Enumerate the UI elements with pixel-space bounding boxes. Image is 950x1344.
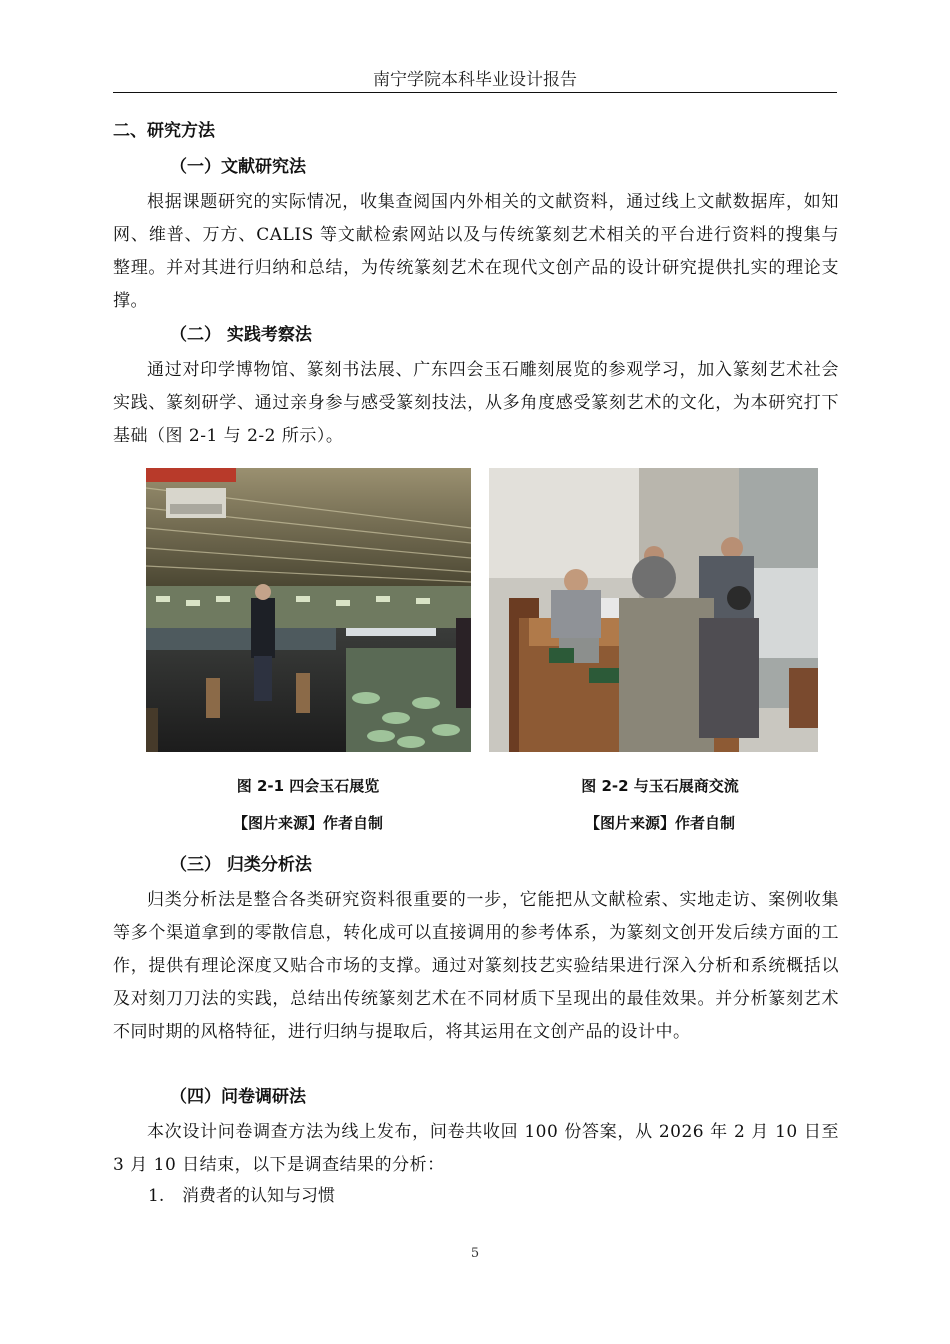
figure-caption-2-1: 图 2-1 四会玉石展览 [236, 777, 380, 795]
list-item-number: 1. [148, 1186, 165, 1206]
paragraph-literature: 根据课题研究的实际情况，收集查阅国内外相关的文献资料，通过线上文献数据库，如知网、维普、万方、CALIS 等文献检索网站以及与传统篆刻艺术相关的平台进行资料的搜集与整理。并对其进行归纳和总结，为传统篆刻艺术在现代文创产品的设计研究提供扎实的理论支撑。 [113, 192, 839, 311]
subsection-title-questionnaire: （四）问卷调研法 [170, 1087, 306, 1107]
subsection-title-literature: （一）文献研究法 [170, 157, 306, 177]
jade-dealer-photo [489, 468, 818, 752]
paragraph-practice: 通过对印学博物馆、篆刻书法展、广东四会玉石雕刻展览的参观学习，加入篆刻艺术社会实践、篆刻研学、通过亲身参与感受篆刻技法，从多角度感受篆刻艺术的文化，为本研究打下基础（图 2-1 与 2-2 所示）。 [113, 360, 839, 446]
figure-source-2-1: 【图片来源】作者自制 [232, 814, 383, 832]
header-divider [113, 92, 837, 93]
list-item-text: 消费者的认知与习惯 [182, 1186, 335, 1206]
subsection-title-practice: （二） 实践考察法 [170, 325, 312, 345]
section-title: 二、研究方法 [113, 121, 215, 141]
list-item [148, 1183, 335, 1209]
paragraph-questionnaire: 本次设计问卷调查方法为线上发布，问卷共收回 100 份答案，从 2026 年 2 月 10 日至 3 月 10 日结束，以下是调查结果的分析： [113, 1122, 839, 1175]
jade-exhibition-photo [146, 468, 471, 752]
page-header: 南宁学院本科毕业设计报告 [373, 70, 577, 90]
page-number: 5 [470, 1246, 480, 1261]
figure-source-2-2: 【图片来源】作者自制 [584, 814, 735, 832]
figure-caption-2-2: 图 2-2 与玉石展商交流 [581, 777, 739, 795]
subsection-title-classification: （三） 归类分析法 [170, 855, 312, 875]
paragraph-classification: 归类分析法是整合各类研究资料很重要的一步，它能把从文献检索、实地走访、案例收集等多个渠道拿到的零散信息，转化成可以直接调用的参考体系，为篆刻文创开发后续方面的工作，提供有理论深度又贴合市场的支撑。通过对篆刻技艺实验结果进行深入分析和系统概括以及对刻刀刀法的实践，总结出传统篆刻艺术在不同材质下呈现出的最佳效果。并分析篆刻艺术不同时期的风格特征，进行归纳与提取后，将其运用在文创产品的设计中。 [113, 890, 839, 1042]
